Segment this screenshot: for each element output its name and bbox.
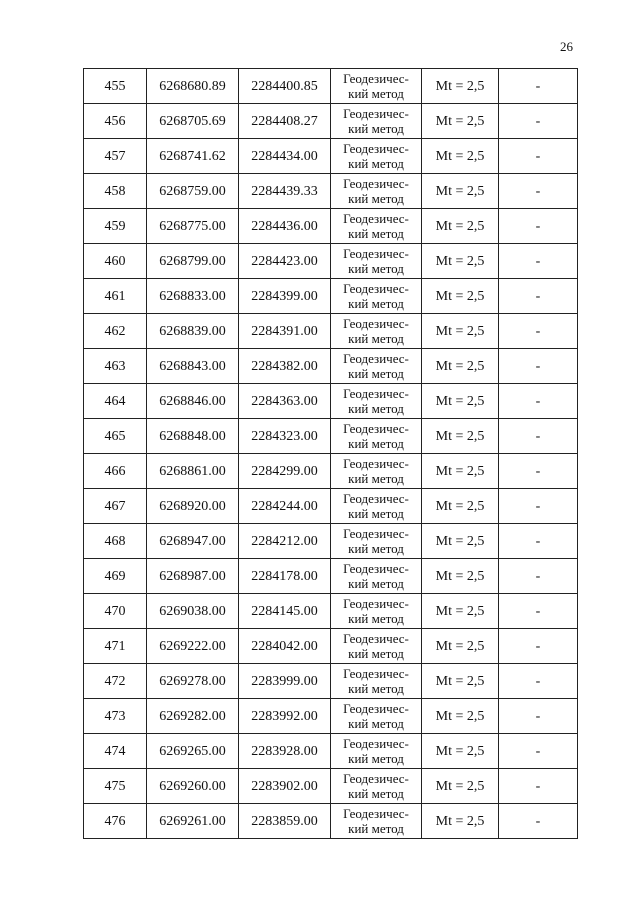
y-coordinate-cell: 2284391.00 [239,314,331,349]
table-row [84,279,578,314]
x-coordinate-cell: 6268775.00 [147,209,239,244]
accuracy-cell: Mt = 2,5 [422,769,499,804]
point-number-cell: 472 [84,664,147,699]
point-number-cell: 476 [84,804,147,839]
method-cell [331,104,422,139]
point-number-cell: 473 [84,699,147,734]
method-cell [331,279,422,314]
method-text: Геодезичес-кий метод [343,736,409,766]
method-cell [331,594,422,629]
note-cell: - [499,174,578,209]
point-number-cell: 460 [84,244,147,279]
y-coordinate-cell: 2284436.00 [239,209,331,244]
method-cell [331,699,422,734]
table-row [84,629,578,664]
note-cell: - [499,139,578,174]
accuracy-cell: Mt = 2,5 [422,69,499,104]
note-cell: - [499,664,578,699]
table-row [84,209,578,244]
point-number-cell: 467 [84,489,147,524]
method-cell [331,209,422,244]
note-cell: - [499,524,578,559]
method-text: Геодезичес-кий метод [343,806,409,836]
method-text: Геодезичес-кий метод [343,71,409,101]
table-row [84,734,578,769]
point-number-cell: 469 [84,559,147,594]
point-number-cell: 466 [84,454,147,489]
table-row [84,594,578,629]
y-coordinate-cell: 2284299.00 [239,454,331,489]
x-coordinate-cell: 6268920.00 [147,489,239,524]
y-coordinate-cell: 2284363.00 [239,384,331,419]
point-number-cell: 470 [84,594,147,629]
method-cell [331,524,422,559]
x-coordinate-cell: 6268846.00 [147,384,239,419]
y-coordinate-cell: 2283859.00 [239,804,331,839]
y-coordinate-cell: 2284244.00 [239,489,331,524]
method-text: Геодезичес-кий метод [343,456,409,486]
table-body [84,69,578,839]
accuracy-cell: Mt = 2,5 [422,279,499,314]
accuracy-cell: Mt = 2,5 [422,244,499,279]
note-cell: - [499,769,578,804]
x-coordinate-cell: 6268833.00 [147,279,239,314]
table-row [84,804,578,839]
note-cell: - [499,209,578,244]
note-cell: - [499,314,578,349]
accuracy-cell: Mt = 2,5 [422,139,499,174]
point-number-cell: 475 [84,769,147,804]
method-cell [331,174,422,209]
point-number-cell: 455 [84,69,147,104]
point-number-cell: 465 [84,419,147,454]
method-text: Геодезичес-кий метод [343,701,409,731]
x-coordinate-cell: 6269038.00 [147,594,239,629]
accuracy-cell: Mt = 2,5 [422,594,499,629]
accuracy-cell: Mt = 2,5 [422,349,499,384]
method-text: Геодезичес-кий метод [343,491,409,521]
method-cell [331,489,422,524]
y-coordinate-cell: 2284408.27 [239,104,331,139]
method-text: Геодезичес-кий метод [343,351,409,381]
method-cell [331,769,422,804]
method-text: Геодезичес-кий метод [343,246,409,276]
method-text: Геодезичес-кий метод [343,106,409,136]
point-number-cell: 462 [84,314,147,349]
y-coordinate-cell: 2284178.00 [239,559,331,594]
accuracy-cell: Mt = 2,5 [422,664,499,699]
note-cell: - [499,699,578,734]
accuracy-cell: Mt = 2,5 [422,804,499,839]
x-coordinate-cell: 6269265.00 [147,734,239,769]
accuracy-cell: Mt = 2,5 [422,419,499,454]
method-cell [331,734,422,769]
y-coordinate-cell: 2284145.00 [239,594,331,629]
x-coordinate-cell: 6268705.69 [147,104,239,139]
method-cell [331,629,422,664]
note-cell: - [499,104,578,139]
accuracy-cell: Mt = 2,5 [422,699,499,734]
y-coordinate-cell: 2283992.00 [239,699,331,734]
method-text: Геодезичес-кий метод [343,771,409,801]
method-text: Геодезичес-кий метод [343,631,409,661]
accuracy-cell: Mt = 2,5 [422,454,499,489]
table-row [84,69,578,104]
coordinates-table [83,68,578,839]
x-coordinate-cell: 6269261.00 [147,804,239,839]
x-coordinate-cell: 6268799.00 [147,244,239,279]
table-row [84,139,578,174]
x-coordinate-cell: 6268861.00 [147,454,239,489]
method-cell [331,69,422,104]
method-cell [331,419,422,454]
table-row [84,699,578,734]
point-number-cell: 471 [84,629,147,664]
y-coordinate-cell: 2283902.00 [239,769,331,804]
table-row [84,664,578,699]
method-text: Геодезичес-кий метод [343,666,409,696]
method-cell [331,664,422,699]
x-coordinate-cell: 6269260.00 [147,769,239,804]
y-coordinate-cell: 2283999.00 [239,664,331,699]
method-cell [331,244,422,279]
table-row [84,769,578,804]
point-number-cell: 464 [84,384,147,419]
table-row [84,314,578,349]
accuracy-cell: Mt = 2,5 [422,489,499,524]
x-coordinate-cell: 6269278.00 [147,664,239,699]
note-cell: - [499,349,578,384]
accuracy-cell: Mt = 2,5 [422,314,499,349]
note-cell: - [499,384,578,419]
point-number-cell: 459 [84,209,147,244]
note-cell: - [499,69,578,104]
method-text: Геодезичес-кий метод [343,526,409,556]
method-text: Геодезичес-кий метод [343,316,409,346]
table-row [84,174,578,209]
table-row [84,489,578,524]
accuracy-cell: Mt = 2,5 [422,384,499,419]
point-number-cell: 456 [84,104,147,139]
y-coordinate-cell: 2284323.00 [239,419,331,454]
table-row [84,244,578,279]
y-coordinate-cell: 2284212.00 [239,524,331,559]
point-number-cell: 457 [84,139,147,174]
y-coordinate-cell: 2284399.00 [239,279,331,314]
method-text: Геодезичес-кий метод [343,176,409,206]
method-text: Геодезичес-кий метод [343,386,409,416]
accuracy-cell: Mt = 2,5 [422,209,499,244]
x-coordinate-cell: 6268680.89 [147,69,239,104]
note-cell: - [499,594,578,629]
y-coordinate-cell: 2284434.00 [239,139,331,174]
y-coordinate-cell: 2284400.85 [239,69,331,104]
method-text: Геодезичес-кий метод [343,141,409,171]
table-row [84,419,578,454]
method-cell [331,454,422,489]
y-coordinate-cell: 2284042.00 [239,629,331,664]
method-cell [331,804,422,839]
x-coordinate-cell: 6268843.00 [147,349,239,384]
x-coordinate-cell: 6268759.00 [147,174,239,209]
page-number: 26 [560,39,573,54]
point-number-cell: 461 [84,279,147,314]
method-cell [331,314,422,349]
y-coordinate-cell: 2284423.00 [239,244,331,279]
point-number-cell: 458 [84,174,147,209]
table-row [84,454,578,489]
method-text: Геодезичес-кий метод [343,561,409,591]
point-number-cell: 468 [84,524,147,559]
method-text: Геодезичес-кий метод [343,211,409,241]
accuracy-cell: Mt = 2,5 [422,734,499,769]
method-text: Геодезичес-кий метод [343,421,409,451]
y-coordinate-cell: 2283928.00 [239,734,331,769]
note-cell: - [499,734,578,769]
note-cell: - [499,454,578,489]
point-number-cell: 463 [84,349,147,384]
accuracy-cell: Mt = 2,5 [422,629,499,664]
point-number-cell: 474 [84,734,147,769]
method-text: Геодезичес-кий метод [343,281,409,311]
accuracy-cell: Mt = 2,5 [422,524,499,559]
y-coordinate-cell: 2284382.00 [239,349,331,384]
method-cell [331,384,422,419]
table-row [84,524,578,559]
note-cell: - [499,489,578,524]
table-row [84,384,578,419]
method-cell [331,139,422,174]
method-cell [331,559,422,594]
table-row [84,559,578,594]
note-cell: - [499,419,578,454]
x-coordinate-cell: 6268741.62 [147,139,239,174]
method-cell [331,349,422,384]
note-cell: - [499,559,578,594]
x-coordinate-cell: 6268947.00 [147,524,239,559]
x-coordinate-cell: 6268839.00 [147,314,239,349]
accuracy-cell: Mt = 2,5 [422,559,499,594]
note-cell: - [499,804,578,839]
x-coordinate-cell: 6269222.00 [147,629,239,664]
table-row [84,349,578,384]
x-coordinate-cell: 6269282.00 [147,699,239,734]
x-coordinate-cell: 6268987.00 [147,559,239,594]
method-text: Геодезичес-кий метод [343,596,409,626]
note-cell: - [499,244,578,279]
y-coordinate-cell: 2284439.33 [239,174,331,209]
note-cell: - [499,279,578,314]
x-coordinate-cell: 6268848.00 [147,419,239,454]
table-row [84,104,578,139]
note-cell: - [499,629,578,664]
accuracy-cell: Mt = 2,5 [422,174,499,209]
accuracy-cell: Mt = 2,5 [422,104,499,139]
